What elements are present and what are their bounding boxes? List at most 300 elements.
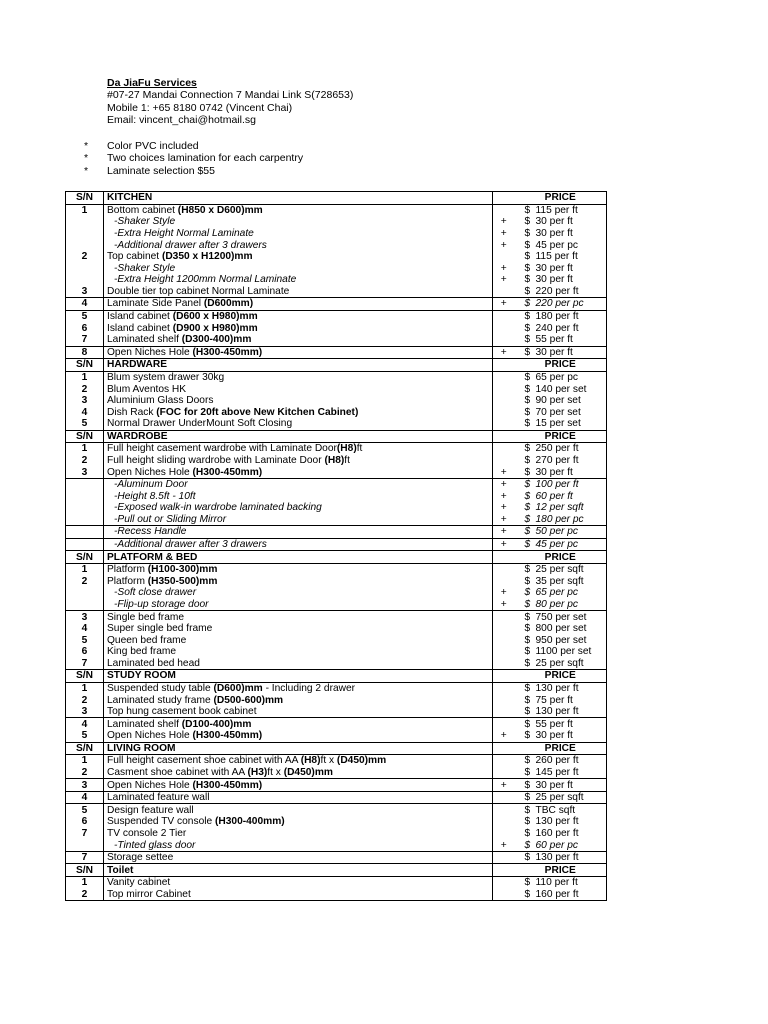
sn-header: S/N bbox=[66, 359, 104, 372]
price-amount: 30 per ft bbox=[535, 274, 573, 286]
description-text: TV console 2 Tier bbox=[107, 827, 187, 839]
row-number: 3 bbox=[66, 779, 104, 792]
addon-plus: + bbox=[500, 216, 507, 228]
item-description bbox=[104, 599, 493, 611]
addon-plus bbox=[493, 395, 515, 407]
price-amount: 160 per ft bbox=[535, 888, 579, 900]
dimension-text: (D600mm) bbox=[203, 298, 254, 310]
table-row bbox=[66, 646, 607, 658]
price-amount: 12 per sqft bbox=[535, 502, 584, 514]
price-value bbox=[515, 730, 607, 742]
item-description bbox=[104, 538, 493, 551]
item-description bbox=[104, 346, 493, 359]
price-value bbox=[515, 466, 607, 478]
row-number bbox=[66, 514, 104, 526]
row-number: 1 bbox=[66, 371, 104, 383]
currency-symbol: $ bbox=[524, 539, 531, 551]
table-row bbox=[66, 682, 607, 694]
plus-cell bbox=[493, 551, 515, 564]
addon-plus bbox=[493, 455, 515, 467]
addon-plus: + bbox=[500, 274, 507, 286]
table-row bbox=[66, 262, 607, 274]
item-description bbox=[104, 779, 493, 792]
price-header: PRICE bbox=[515, 864, 607, 877]
table-row bbox=[66, 251, 607, 263]
price-amount: 60 per ft bbox=[535, 490, 573, 502]
description-text: Open Niches Hole bbox=[107, 779, 193, 791]
row-number bbox=[66, 216, 104, 228]
description-text: ft x bbox=[320, 755, 337, 767]
row-number bbox=[66, 599, 104, 611]
row-number: 2 bbox=[66, 767, 104, 779]
section-title: KITCHEN bbox=[104, 192, 493, 205]
item-description bbox=[104, 706, 493, 718]
price-amount: 800 per set bbox=[535, 623, 587, 635]
price-value bbox=[515, 346, 607, 359]
description-text: King bed frame bbox=[107, 646, 177, 658]
sn-header: S/N bbox=[66, 742, 104, 755]
dimension-text: (H850 x D600)mm bbox=[177, 204, 263, 216]
item-description bbox=[104, 646, 493, 658]
price-value bbox=[515, 395, 607, 407]
addon-plus bbox=[493, 310, 515, 322]
company-email: Email: vincent_chai@hotmail.sg bbox=[107, 114, 256, 127]
table-row bbox=[66, 216, 607, 228]
currency-symbol: $ bbox=[524, 646, 531, 658]
row-number: 8 bbox=[66, 346, 104, 359]
section-title: STUDY ROOM bbox=[104, 670, 493, 683]
currency-symbol: $ bbox=[524, 322, 531, 334]
row-number: 7 bbox=[66, 851, 104, 864]
currency-symbol: $ bbox=[524, 311, 531, 323]
table-row bbox=[66, 828, 607, 840]
price-amount: 30 per ft bbox=[535, 730, 573, 742]
currency-symbol: $ bbox=[524, 502, 531, 514]
price-amount: 30 per ft bbox=[535, 228, 573, 240]
table-row bbox=[66, 791, 607, 804]
addon-plus bbox=[493, 718, 515, 730]
section-title: LIVING ROOM bbox=[104, 742, 493, 755]
description-text: Bottom cabinet bbox=[107, 204, 178, 216]
price-amount: 30 per ft bbox=[535, 216, 573, 228]
description-text: Full height sliding wardrobe with Laminate Door bbox=[107, 455, 325, 466]
price-value bbox=[515, 262, 607, 274]
dimension-text: (D900 x H980)mm bbox=[172, 322, 258, 334]
price-value bbox=[515, 334, 607, 346]
price-amount: 270 per ft bbox=[535, 455, 579, 466]
price-value bbox=[515, 611, 607, 623]
section-header-row bbox=[66, 551, 607, 564]
table-row bbox=[66, 346, 607, 359]
dimension-text: (H300-400mm) bbox=[215, 816, 285, 828]
row-number: 1 bbox=[66, 682, 104, 694]
price-amount: 70 per set bbox=[535, 406, 581, 418]
row-number bbox=[66, 239, 104, 251]
description-text: Top hung casement book cabinet bbox=[107, 706, 257, 718]
currency-symbol: $ bbox=[524, 767, 531, 779]
description-text: Suspended TV console bbox=[107, 816, 215, 828]
item-description bbox=[104, 828, 493, 840]
dimension-text: (H8) bbox=[300, 755, 321, 767]
currency-symbol: $ bbox=[524, 598, 531, 610]
addon-plus bbox=[493, 204, 515, 216]
description-text: Double tier top cabinet Normal Laminate bbox=[107, 285, 290, 297]
table-row bbox=[66, 228, 607, 240]
price-value bbox=[515, 563, 607, 575]
description-text: ft x bbox=[267, 767, 284, 779]
currency-symbol: $ bbox=[524, 623, 531, 635]
currency-symbol: $ bbox=[524, 816, 531, 828]
dimension-text: (D450)mm bbox=[283, 767, 333, 779]
row-number bbox=[66, 538, 104, 551]
addon-plus bbox=[493, 251, 515, 263]
description-text: -Additional drawer after 3 drawers bbox=[114, 539, 267, 551]
price-amount: 130 per ft bbox=[535, 816, 579, 828]
currency-symbol: $ bbox=[524, 587, 531, 599]
addon-plus: + bbox=[493, 298, 515, 311]
description-text: Laminated feature wall bbox=[107, 792, 210, 804]
item-description bbox=[104, 876, 493, 888]
table-row bbox=[66, 478, 607, 490]
price-value bbox=[515, 502, 607, 514]
description-text: Blum Aventos HK bbox=[107, 383, 187, 395]
price-amount: 25 per sqft bbox=[535, 792, 584, 804]
price-value bbox=[515, 779, 607, 792]
price-value bbox=[515, 371, 607, 383]
currency-symbol: $ bbox=[524, 228, 531, 240]
plus-cell bbox=[493, 742, 515, 755]
addon-plus bbox=[493, 767, 515, 779]
table-row bbox=[66, 514, 607, 526]
currency-symbol: $ bbox=[524, 779, 531, 791]
addon-plus bbox=[493, 646, 515, 658]
currency-symbol: $ bbox=[524, 204, 531, 216]
price-amount: 30 per ft bbox=[535, 466, 573, 478]
row-number: 4 bbox=[66, 406, 104, 418]
addon-plus bbox=[493, 334, 515, 346]
description-text: Super single bed frame bbox=[107, 623, 213, 635]
price-value bbox=[515, 204, 607, 216]
item-description bbox=[104, 334, 493, 346]
item-description bbox=[104, 791, 493, 804]
description-text: Dish Rack bbox=[107, 406, 157, 418]
price-value bbox=[515, 634, 607, 646]
addon-plus bbox=[493, 286, 515, 298]
description-text: Normal Drawer UnderMount Soft Closing bbox=[107, 418, 293, 430]
description-text: Island cabinet bbox=[107, 322, 173, 334]
price-header: PRICE bbox=[515, 551, 607, 564]
table-row bbox=[66, 623, 607, 635]
row-number bbox=[66, 839, 104, 851]
dimension-text: (H300-450mm) bbox=[192, 466, 263, 478]
price-value bbox=[515, 455, 607, 467]
row-number bbox=[66, 228, 104, 240]
table-row bbox=[66, 694, 607, 706]
price-amount: 15 per set bbox=[535, 418, 581, 430]
addon-plus bbox=[493, 418, 515, 430]
item-description bbox=[104, 383, 493, 395]
dimension-text: (D450)mm bbox=[336, 755, 387, 767]
price-amount: 100 per ft bbox=[535, 479, 579, 491]
description-text: -Shaker Style bbox=[114, 216, 176, 228]
currency-symbol: $ bbox=[524, 730, 531, 742]
price-amount: 260 per ft bbox=[535, 755, 579, 767]
description-text: -Flip-up storage door bbox=[114, 598, 209, 610]
row-number: 5 bbox=[66, 634, 104, 646]
table-row bbox=[66, 563, 607, 575]
description-text: -Tinted glass door bbox=[114, 839, 196, 851]
table-row bbox=[66, 286, 607, 298]
currency-symbol: $ bbox=[524, 285, 531, 297]
row-number bbox=[66, 490, 104, 502]
item-description bbox=[104, 623, 493, 635]
price-value bbox=[515, 538, 607, 551]
row-number: 3 bbox=[66, 286, 104, 298]
price-value bbox=[515, 322, 607, 334]
dimension-text: (H350-500)mm bbox=[147, 575, 218, 587]
price-value bbox=[515, 851, 607, 864]
price-amount: 30 per ft bbox=[535, 262, 573, 274]
table-row bbox=[66, 611, 607, 623]
section-header-row bbox=[66, 359, 607, 372]
addon-plus bbox=[493, 876, 515, 888]
price-value bbox=[515, 839, 607, 851]
item-description bbox=[104, 514, 493, 526]
company-address: #07-27 Mandai Connection 7 Mandai Link S(728653) bbox=[107, 89, 354, 102]
price-amount: 250 per ft bbox=[535, 443, 579, 455]
table-row bbox=[66, 779, 607, 792]
price-value bbox=[515, 889, 607, 901]
dimension-text: (D500-600)mm bbox=[213, 694, 284, 706]
price-value bbox=[515, 646, 607, 658]
currency-symbol: $ bbox=[524, 526, 531, 538]
price-amount: 25 per sqft bbox=[535, 657, 584, 669]
addon-plus bbox=[493, 371, 515, 383]
table-row bbox=[66, 718, 607, 730]
item-description bbox=[104, 563, 493, 575]
description-text: -Aluminum Door bbox=[114, 479, 188, 491]
item-description bbox=[104, 262, 493, 274]
currency-symbol: $ bbox=[524, 239, 531, 251]
company-header bbox=[107, 77, 353, 127]
price-amount: 75 per ft bbox=[535, 694, 573, 706]
currency-symbol: $ bbox=[524, 634, 531, 646]
table-row bbox=[66, 876, 607, 888]
row-number: 3 bbox=[66, 706, 104, 718]
price-amount: 30 per ft bbox=[535, 779, 573, 791]
dimension-text: (D600 x H980)mm bbox=[172, 311, 258, 323]
description-text: Casment shoe cabinet with AA bbox=[107, 767, 248, 779]
dimension-text: (H8) bbox=[336, 443, 357, 455]
currency-symbol: $ bbox=[524, 466, 531, 478]
row-number bbox=[66, 478, 104, 490]
table-row bbox=[66, 851, 607, 864]
item-description bbox=[104, 216, 493, 228]
description-text: -Extra Height 1200mm Normal Laminate bbox=[114, 274, 297, 286]
table-row bbox=[66, 599, 607, 611]
price-amount: 65 per pc bbox=[535, 371, 578, 383]
table-row bbox=[66, 418, 607, 430]
table-row bbox=[66, 538, 607, 551]
table-row bbox=[66, 816, 607, 828]
description-text: ft bbox=[356, 443, 363, 455]
addon-plus: + bbox=[500, 513, 507, 525]
item-description bbox=[104, 286, 493, 298]
table-row bbox=[66, 274, 607, 286]
item-description bbox=[104, 228, 493, 240]
table-row bbox=[66, 730, 607, 742]
price-amount: 110 per ft bbox=[535, 877, 578, 889]
item-description bbox=[104, 718, 493, 730]
table-row bbox=[66, 239, 607, 251]
description-text: Platform bbox=[107, 575, 148, 587]
table-row bbox=[66, 889, 607, 901]
item-description bbox=[104, 730, 493, 742]
price-value bbox=[515, 418, 607, 430]
addon-plus bbox=[493, 694, 515, 706]
item-description bbox=[104, 682, 493, 694]
description-text: Aluminium Glass Doors bbox=[107, 395, 214, 407]
table-row bbox=[66, 767, 607, 779]
table-row bbox=[66, 443, 607, 455]
description-text: Island cabinet bbox=[107, 311, 173, 323]
price-value bbox=[515, 383, 607, 395]
price-value bbox=[515, 406, 607, 418]
price-amount: 160 per ft bbox=[535, 827, 579, 839]
price-header: PRICE bbox=[515, 670, 607, 683]
price-amount: 80 per pc bbox=[535, 598, 578, 610]
currency-symbol: $ bbox=[524, 383, 531, 395]
price-value bbox=[515, 443, 607, 455]
table-row bbox=[66, 204, 607, 216]
row-number: 1 bbox=[66, 755, 104, 767]
item-description bbox=[104, 851, 493, 864]
price-header: PRICE bbox=[515, 359, 607, 372]
addon-plus bbox=[493, 406, 515, 418]
description-text: Design feature wall bbox=[107, 804, 194, 816]
description-text: Open Niches Hole bbox=[107, 466, 193, 478]
description-text: Laminated shelf bbox=[107, 334, 182, 346]
dimension-text: (H100-300)mm bbox=[147, 564, 218, 576]
currency-symbol: $ bbox=[524, 298, 531, 310]
addon-plus: + bbox=[500, 598, 507, 610]
description-text: Storage settee bbox=[107, 852, 174, 864]
item-description bbox=[104, 406, 493, 418]
addon-plus: + bbox=[500, 239, 507, 251]
description-text: Single bed frame bbox=[107, 611, 185, 623]
table-row bbox=[66, 310, 607, 322]
currency-symbol: $ bbox=[524, 657, 531, 669]
description-text: Full height casement shoe cabinet with AA bbox=[107, 755, 301, 767]
section-header-row bbox=[66, 192, 607, 205]
table-row bbox=[66, 322, 607, 334]
currency-symbol: $ bbox=[524, 877, 531, 889]
table-row bbox=[66, 658, 607, 670]
price-table-body bbox=[66, 192, 607, 901]
addon-plus: + bbox=[493, 779, 515, 792]
price-value bbox=[515, 599, 607, 611]
price-value bbox=[515, 310, 607, 322]
currency-symbol: $ bbox=[524, 346, 531, 358]
addon-plus bbox=[493, 658, 515, 670]
currency-symbol: $ bbox=[524, 804, 531, 816]
description-text: Full height casement wardrobe with Laminate Door bbox=[107, 443, 337, 455]
sn-header: S/N bbox=[66, 864, 104, 877]
company-name: Da JiaFu Services bbox=[107, 77, 197, 89]
note-item bbox=[84, 140, 303, 152]
table-row bbox=[66, 383, 607, 395]
table-row bbox=[66, 755, 607, 767]
note-text: Two choices lamination for each carpentry bbox=[107, 152, 304, 165]
price-value bbox=[515, 274, 607, 286]
currency-symbol: $ bbox=[524, 395, 531, 407]
item-description bbox=[104, 502, 493, 514]
addon-plus bbox=[493, 576, 515, 588]
price-amount: 180 per pc bbox=[535, 513, 584, 525]
item-description bbox=[104, 611, 493, 623]
addon-plus bbox=[493, 682, 515, 694]
price-amount: 750 per set bbox=[535, 611, 587, 623]
note-item bbox=[84, 165, 303, 177]
sn-header: S/N bbox=[66, 670, 104, 683]
price-amount: 30 per ft bbox=[535, 346, 573, 358]
description-text: -Extra Height Normal Laminate bbox=[114, 228, 254, 240]
table-row bbox=[66, 804, 607, 816]
item-description bbox=[104, 310, 493, 322]
price-value bbox=[515, 658, 607, 670]
price-value bbox=[515, 876, 607, 888]
currency-symbol: $ bbox=[524, 371, 531, 383]
addon-plus bbox=[493, 623, 515, 635]
section-title: HARDWARE bbox=[104, 359, 493, 372]
dimension-text: (H300-450mm) bbox=[192, 779, 263, 791]
dimension-text: (H8) bbox=[324, 455, 345, 466]
currency-symbol: $ bbox=[524, 513, 531, 525]
table-row bbox=[66, 490, 607, 502]
price-amount: 60 per pc bbox=[535, 839, 578, 851]
addon-plus bbox=[493, 804, 515, 816]
currency-symbol: $ bbox=[524, 792, 531, 804]
price-value bbox=[515, 767, 607, 779]
price-value bbox=[515, 816, 607, 828]
addon-plus bbox=[493, 383, 515, 395]
price-table bbox=[65, 191, 607, 901]
addon-plus bbox=[493, 443, 515, 455]
row-number: 2 bbox=[66, 251, 104, 263]
addon-plus bbox=[493, 889, 515, 901]
description-text: Open Niches Hole bbox=[107, 346, 193, 358]
description-text: Laminated shelf bbox=[107, 718, 182, 730]
addon-plus: + bbox=[493, 538, 515, 551]
currency-symbol: $ bbox=[524, 611, 531, 623]
description-text: Top cabinet bbox=[107, 251, 162, 263]
item-description bbox=[104, 694, 493, 706]
plus-cell bbox=[493, 359, 515, 372]
price-amount: 90 per set bbox=[535, 395, 581, 407]
price-value bbox=[515, 804, 607, 816]
row-number: 4 bbox=[66, 623, 104, 635]
table-row bbox=[66, 395, 607, 407]
item-description bbox=[104, 478, 493, 490]
price-amount: 130 per ft bbox=[535, 852, 579, 864]
item-description bbox=[104, 455, 493, 467]
description-text: -Soft close drawer bbox=[114, 587, 197, 599]
description-text: Laminate Side Panel bbox=[107, 298, 204, 310]
row-number: 5 bbox=[66, 310, 104, 322]
table-row bbox=[66, 587, 607, 599]
dimension-text: (D100-400)mm bbox=[181, 718, 252, 730]
currency-symbol: $ bbox=[524, 718, 531, 730]
